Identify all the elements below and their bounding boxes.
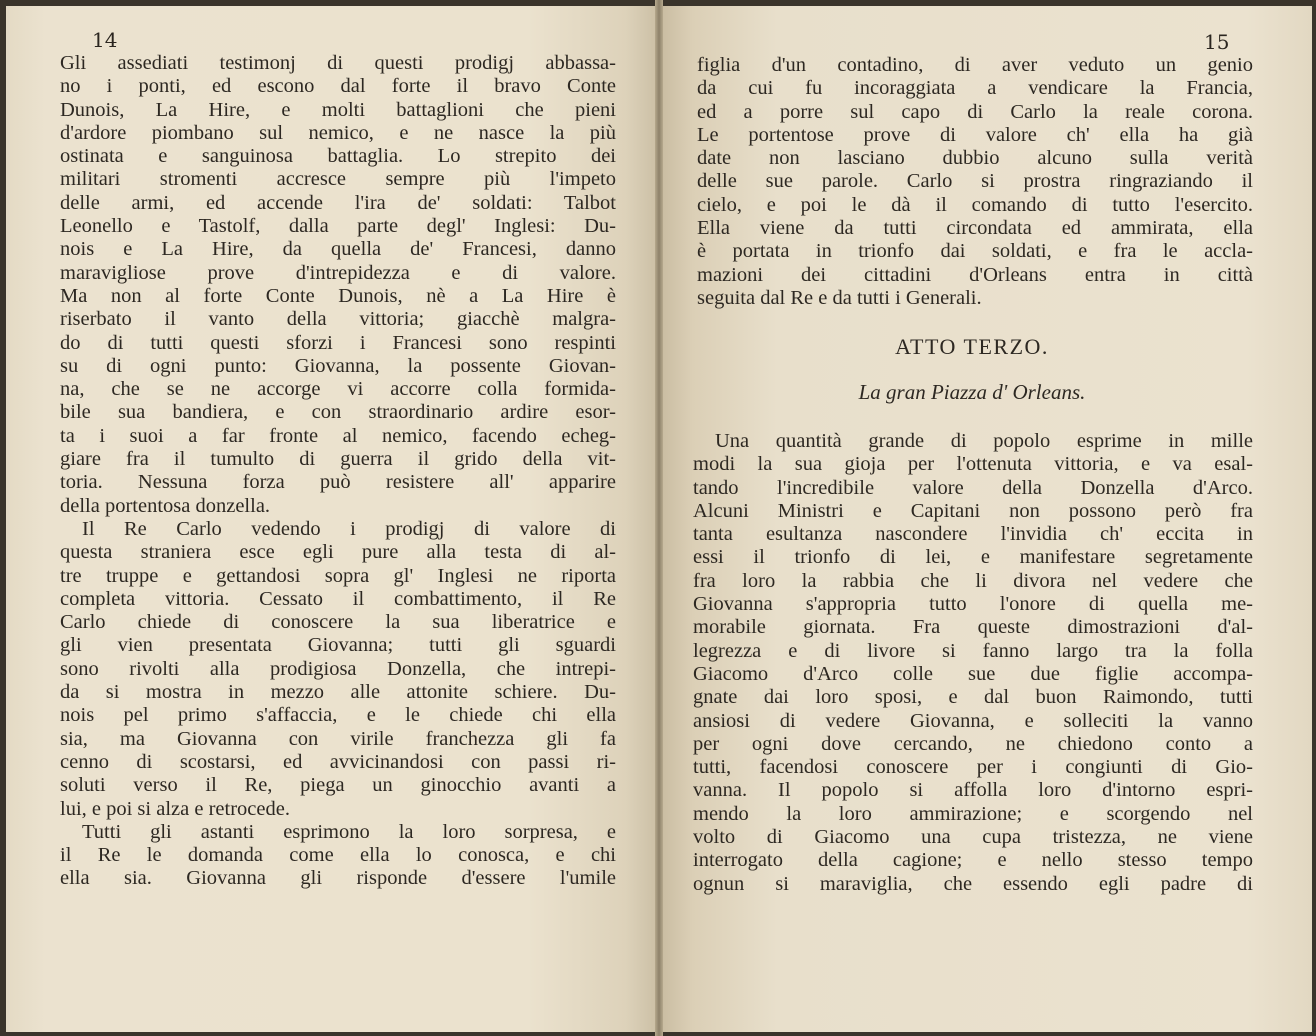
text-line: delle armi, ed accende l'ira de' soldati: Talbot [60, 191, 616, 214]
text-line: sono rivolti alla prodigiosa Donzella, che intrepi- [60, 657, 616, 680]
text-line: Giacomo d'Arco colle sue due figlie accompa- [693, 662, 1253, 685]
text-line: do di tutti questi sforzi i Francesi sono respinti [60, 331, 616, 354]
text-line: da cui fu incoraggiata a vendicare la Francia, [697, 77, 1253, 100]
scene-title: La gran Piazza d' Orleans. [858, 380, 1086, 404]
text-line: na, che se ne accorge vi accorre colla formida- [60, 378, 616, 401]
text-line: essi il trionfo di lei, e manifestare segretamente [693, 546, 1253, 569]
text-line: ostinata e sanguinosa battaglia. Lo strepito dei [60, 145, 616, 168]
text-line: Gli assediati testimonj di questi prodigj abbassa- [60, 52, 616, 74]
text-line: modi la sua gioja per l'ottenuta vittoria, e va esal- [693, 453, 1253, 476]
text-line: lui, e poi si alza e retrocede. [60, 797, 290, 820]
text-line: figlia d'un contadino, di aver veduto un genio [697, 54, 1253, 76]
text-line: mendo la loro ammirazione; e scorgendo nel [693, 802, 1253, 825]
text-line: tando l'incredibile valore della Donzella d'Arco. [693, 476, 1253, 499]
text-line: soluti verso il Re, piega un ginocchio avanti a [60, 774, 616, 797]
text-line: delle sue parole. Carlo si prostra ringraziando il [697, 170, 1253, 193]
text-line: Carlo chiede di conoscere la sua liberatrice e [60, 611, 616, 634]
text-line: questa straniera esce egli pure alla testa di al- [60, 541, 616, 564]
book-gutter [655, 0, 663, 1036]
text-line: ta i suoi a far fronte al nemico, facendo echeg- [60, 424, 616, 447]
text-line: interrogato della cagione; e nello stesso tempo [693, 849, 1253, 872]
text-line: date non lasciano dubbio alcuno sulla verità [697, 147, 1253, 170]
text-line: d'ardore piombano sul nemico, e ne nasce la più [60, 121, 616, 144]
text-line: Il Re Carlo vedendo i prodigj di valore di [82, 517, 616, 540]
right-page-text-bottom [693, 430, 1253, 896]
text-line: riserbato il vanto della vittoria; giacchè malgra- [60, 308, 616, 331]
left-page-text [60, 52, 616, 891]
text-line: seguita dal Re e da tutti i Generali. [697, 286, 982, 309]
right-page-text-top [697, 54, 1253, 310]
text-line: tanta esultanza nascondere l'invidia ch' eccita in [693, 523, 1253, 546]
text-line: su di ogni punto: Giovanna, la possente Giovan- [60, 354, 616, 377]
text-line: il Re le domanda come ella lo conosca, e chi [60, 844, 616, 867]
text-line: no i ponti, ed escono dal forte il bravo Conte [60, 75, 616, 98]
text-line: cenno di scostarsi, ed avvicinandosi con passi ri- [60, 750, 616, 773]
text-line: ed a porre sul capo di Carlo la reale corona. [697, 100, 1253, 123]
text-line: Una quantità grande di popolo esprime in mille [715, 430, 1253, 452]
text-line: è portata in trionfo dai soldati, e fra le accla- [697, 240, 1253, 263]
text-line: sia, ma Giovanna con virile franchezza gli fa [60, 727, 616, 750]
text-line: cielo, e poi le dà il comando di tutto l'esercito. [697, 193, 1253, 216]
text-line: completa vittoria. Cessato il combattimento, il Re [60, 587, 616, 610]
text-line: militari stromenti accresce sempre più l'impeto [60, 168, 616, 191]
text-line: Dunois, La Hire, e molti battaglioni che pieni [60, 98, 616, 121]
text-line: Alcuni Ministri e Capitani non possono però fra [693, 499, 1253, 522]
text-line: volto di Giacomo una cupa tristezza, ne viene [693, 826, 1253, 849]
text-line: Le portentose prove di valore ch' ella ha già [697, 123, 1253, 146]
text-line: Leonello e Tastolf, dalla parte degl' Inglesi: Du- [60, 215, 616, 238]
text-line: Ma non al forte Conte Dunois, nè a La Hire è [60, 284, 616, 307]
text-line: nois pel primo s'affaccia, e le chiede chi ella [60, 704, 616, 727]
text-line: fra loro la rabbia che li divora nel vedere che [693, 569, 1253, 592]
text-line: bile sua bandiera, e con straordinario ardire esor- [60, 401, 616, 424]
text-line: ella sia. Giovanna gli risponde d'essere l'umile [60, 867, 616, 890]
text-line: tutti, facendosi conoscere per i congiunti di Gio- [693, 756, 1253, 779]
text-line: Giovanna s'appropria tutto l'onore di quella me- [693, 593, 1253, 616]
text-line: morabile giornata. Fra queste dimostrazioni d'al- [693, 616, 1253, 639]
text-line: Ella viene da tutti circondata ed ammirata, ella [697, 217, 1253, 240]
text-line: toria. Nessuna forza può resistere all' apparire [60, 471, 616, 494]
text-line: mazioni dei cittadini d'Orleans entra in città [697, 263, 1253, 286]
text-line: maravigliose prove d'intrepidezza e di valore. [60, 261, 616, 284]
text-line: tre truppe e gettandosi sopra gl' Inglesi ne riporta [60, 564, 616, 587]
text-line: ognun si maraviglia, che essendo egli padre di [693, 872, 1253, 895]
text-line: gnate dai loro sposi, e dal buon Raimondo, tutti [693, 686, 1253, 709]
text-line: ansiosi di vedere Giovanna, e solleciti la vanno [693, 709, 1253, 732]
text-line: Tutti gli astanti esprimono la loro sorpresa, e [82, 820, 616, 843]
text-line: della portentosa donzella. [60, 494, 271, 517]
page-number-left: 14 [92, 28, 118, 52]
text-line: nois e La Hire, da quella de' Francesi, danno [60, 238, 616, 261]
text-line: per ogni dove cercando, ne chiedono conto a [693, 732, 1253, 755]
act-title: ATTO TERZO. [895, 334, 1049, 359]
text-line: vanna. Il popolo si affolla loro d'intorno espri- [693, 779, 1253, 802]
page-number-right: 15 [1204, 30, 1230, 54]
text-line: da si mostra in mezzo alle attonite schiere. Du- [60, 681, 616, 704]
text-line: giare fra il tumulto di guerra il grido della vit- [60, 448, 616, 471]
text-line: gli vien presentata Giovanna; tutti gli sguardi [60, 634, 616, 657]
text-line: legrezza e di livore si fanno largo tra la folla [693, 639, 1253, 662]
